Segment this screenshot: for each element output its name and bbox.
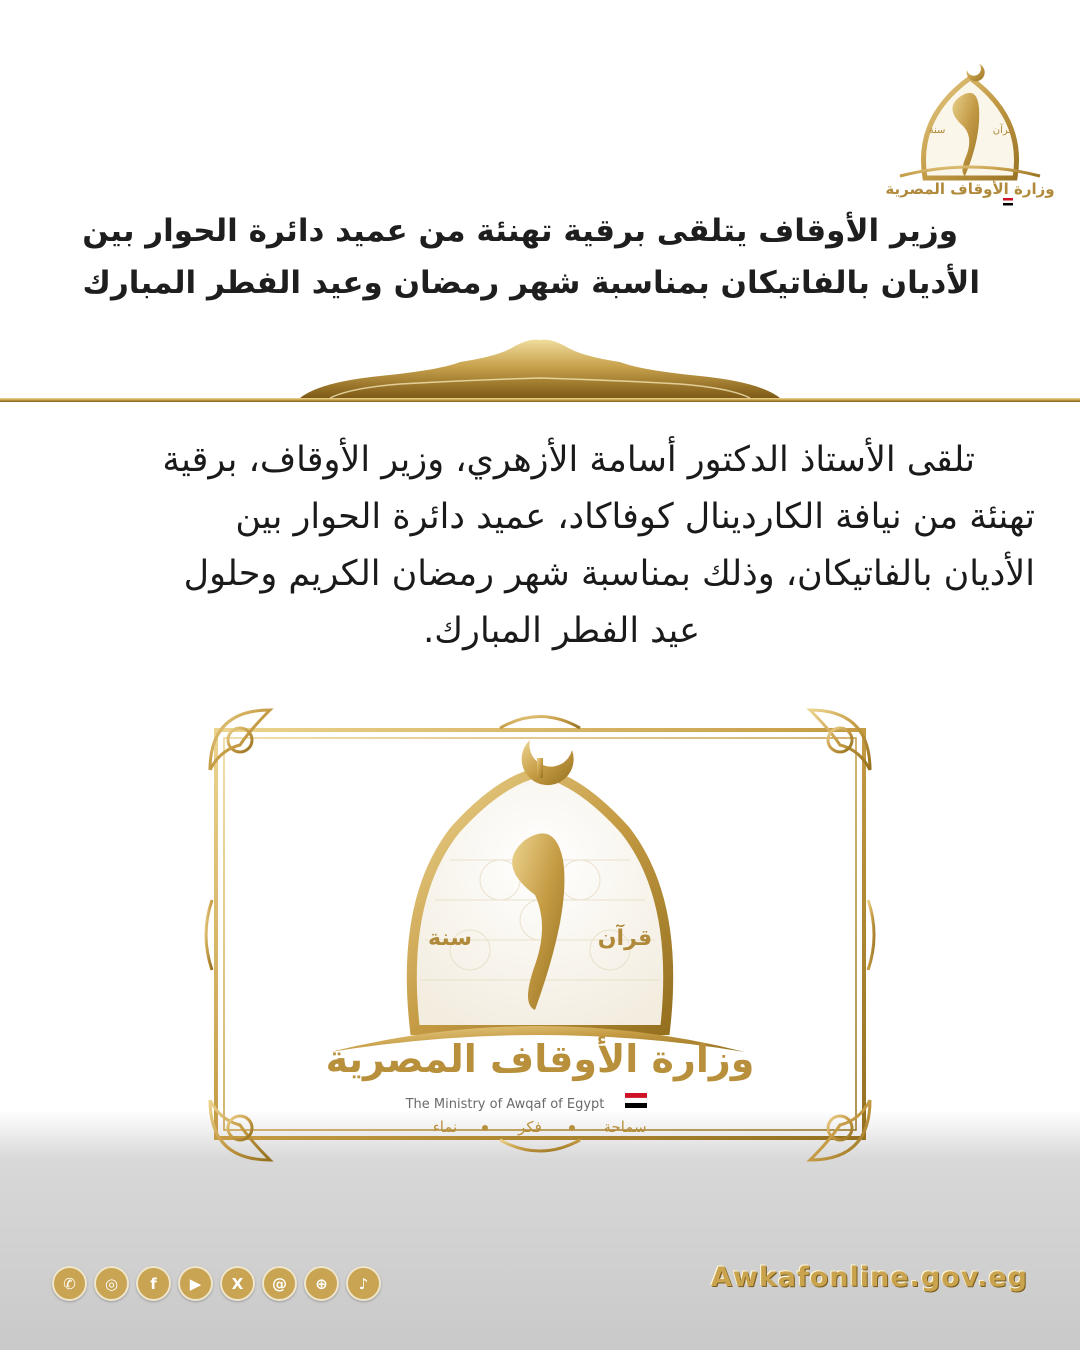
emblem-word-quran: قرآن: [597, 926, 653, 951]
website-globe-icon[interactable]: ⊕: [304, 1266, 339, 1301]
emblem-word-sunna: سنة: [428, 926, 472, 951]
emblem-ministry-name-ar: وزارة الأوقاف المصرية: [325, 1037, 755, 1081]
ministry-emblem: [200, 700, 880, 1170]
body-text: [45, 432, 1035, 660]
emblem-ministry-name-en: The Ministry of Awqaf of Egypt: [405, 1097, 605, 1112]
whatsapp-icon[interactable]: ✆: [52, 1266, 87, 1301]
logo-word-sunna: سنة: [928, 125, 946, 136]
body-line-4: عيد الفطر المبارك.: [423, 611, 700, 651]
slogan-3: نماء: [432, 1118, 458, 1136]
logo-word-quran: قرآن: [992, 125, 1014, 136]
instagram-icon[interactable]: ◎: [94, 1266, 129, 1301]
website-link[interactable]: Awkafonline.gov.eg: [710, 1262, 1028, 1293]
headline-line-2: الأديان بالفاتيكان بمناسبة شهر رمضان وعيد الفطر المبارك: [82, 265, 980, 301]
ministry-logo-small: [885, 48, 1055, 208]
headline: [50, 205, 980, 309]
body-line-2: تهنئة من نيافة الكاردينال كوفاكاد، عميد دائرة الحوار بين: [235, 497, 1035, 537]
slogan-2: فكر: [518, 1118, 542, 1136]
headline-line-1: وزير الأوقاف يتلقى برقية تهنئة من عميد دائرة الحوار بين: [82, 213, 958, 249]
tiktok-icon[interactable]: ♪: [346, 1266, 381, 1301]
ornamental-divider: [0, 338, 1080, 418]
body-line-3: الأديان بالفاتيكان، وذلك بمناسبة شهر رمضان الكريم وحلول: [183, 554, 1035, 594]
egypt-flag-icon: [625, 1093, 647, 1108]
body-line-1: تلقى الأستاذ الدكتور أسامة الأزهري، وزير الأوقاف، برقية: [162, 440, 975, 480]
social-links: [52, 1266, 381, 1302]
youtube-icon[interactable]: ▶: [178, 1266, 213, 1301]
slogan-1: سماحة: [603, 1118, 647, 1136]
x-icon[interactable]: X: [220, 1266, 255, 1301]
facebook-icon[interactable]: f: [136, 1266, 171, 1301]
logo-ministry-name: وزارة الأوقاف المصرية: [885, 180, 1055, 198]
threads-icon[interactable]: @: [262, 1266, 297, 1301]
